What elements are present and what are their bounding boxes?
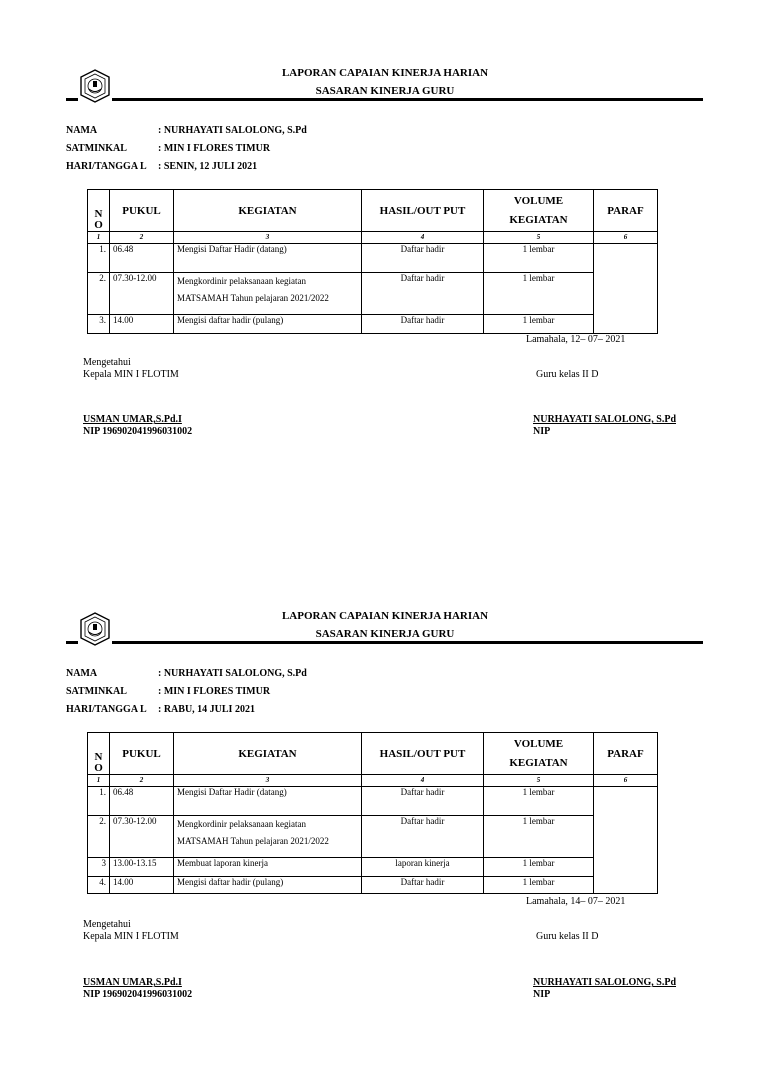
header-rule [112, 641, 703, 644]
col-header-no: N O [88, 733, 110, 775]
table-row [88, 244, 658, 273]
table-row [88, 816, 658, 858]
madrasah-logo-icon [77, 68, 113, 104]
row-volume: 1 lembar [484, 787, 594, 816]
column-number-row [88, 232, 658, 244]
paraf-cell [594, 244, 658, 334]
row-pukul: 06.48 [110, 244, 174, 273]
col-number: 3 [174, 775, 362, 787]
row-hasil: Daftar hadir [362, 816, 484, 858]
row-volume: 1 lembar [484, 315, 594, 334]
row-hasil: Daftar hadir [362, 244, 484, 273]
row-kegiatan: Membuat laporan kinerja [174, 858, 362, 877]
kepala-signatory-name: USMAN UMAR,S.Pd.I [83, 977, 182, 988]
kepala-nip: NIP 196902041996031002 [83, 989, 193, 1000]
row-kegiatan: Mengisi daftar hadir (pulang) [174, 315, 362, 334]
nama-label: NAMA [66, 125, 98, 136]
satminkal-value: : MIN I FLORES TIMUR [158, 686, 271, 697]
table-row [88, 787, 658, 816]
place-date: Lamahala, 12– 07– 2021 [526, 334, 626, 345]
header-rule-short [66, 641, 78, 644]
table-header-row [88, 733, 658, 775]
nama-value: : NURHAYATI SALOLONG, S.Pd [158, 668, 307, 679]
row-pukul: 06.48 [110, 787, 174, 816]
activity-table [87, 732, 658, 894]
row-no: 1. [88, 787, 110, 816]
row-no: 3. [88, 315, 110, 334]
guru-nip: NIP [533, 989, 551, 1000]
row-volume: 1 lembar [484, 858, 594, 877]
col-number: 3 [174, 232, 362, 244]
col-header-volume: VOLUME KEGIATAN [484, 190, 594, 232]
col-number: 6 [594, 232, 658, 244]
guru-label: Guru kelas II D [536, 369, 599, 380]
paraf-cell [594, 787, 658, 894]
row-volume: 1 lembar [484, 816, 594, 858]
col-header-kegiatan: KEGIATAN [174, 733, 362, 775]
row-kegiatan: Mengkordinir pelaksanaan kegiatan MATSAMAH Tahun pelajaran 2021/2022 [174, 273, 362, 315]
satminkal-label: SATMINKAL [66, 686, 127, 697]
row-pukul: 07.30-12.00 [110, 816, 174, 858]
nama-label: NAMA [66, 668, 98, 679]
col-header-no: N O [88, 190, 110, 232]
col-header-paraf: PARAF [594, 190, 658, 232]
col-header-paraf: PARAF [594, 733, 658, 775]
col-number: 1 [88, 232, 110, 244]
place-date: Lamahala, 14– 07– 2021 [526, 896, 626, 907]
row-hasil: Daftar hadir [362, 877, 484, 894]
row-hasil: Daftar hadir [362, 787, 484, 816]
row-hasil: Daftar hadir [362, 273, 484, 315]
col-number: 2 [110, 232, 174, 244]
row-no: 3 [88, 858, 110, 877]
col-number: 4 [362, 775, 484, 787]
row-volume: 1 lembar [484, 273, 594, 315]
col-number: 6 [594, 775, 658, 787]
kepala-label: Kepala MIN I FLOTIM [83, 931, 179, 942]
row-no: 1. [88, 244, 110, 273]
row-pukul: 13.00-13.15 [110, 858, 174, 877]
row-volume: 1 lembar [484, 877, 594, 894]
report-subtitle: SASARAN KINERJA GURU [315, 628, 455, 640]
table-row [88, 877, 658, 894]
table-header-row [88, 190, 658, 232]
report-2 [0, 597, 768, 1067]
report-title: LAPORAN CAPAIAN KINERJA HARIAN [281, 610, 489, 622]
row-kegiatan: Mengkordinir pelaksanaan kegiatan MATSAMAH Tahun pelajaran 2021/2022 [174, 816, 362, 858]
report-1 [0, 54, 768, 524]
row-pukul: 14.00 [110, 877, 174, 894]
row-no: 2. [88, 273, 110, 315]
kepala-label: Kepala MIN I FLOTIM [83, 369, 179, 380]
col-header-hasil: HASIL/OUT PUT [362, 733, 484, 775]
row-hasil: laporan kinerja [362, 858, 484, 877]
col-number: 4 [362, 232, 484, 244]
kepala-signatory-name: USMAN UMAR,S.Pd.I [83, 414, 182, 425]
table-row [88, 315, 658, 334]
mengetahui-label: Mengetahui [83, 919, 131, 930]
nama-value: : NURHAYATI SALOLONG, S.Pd [158, 125, 307, 136]
row-volume: 1 lembar [484, 244, 594, 273]
hari-value: : RABU, 14 JULI 2021 [158, 704, 255, 715]
col-header-pukul: PUKUL [110, 733, 174, 775]
row-no: 4. [88, 877, 110, 894]
row-no: 2. [88, 816, 110, 858]
col-header-volume: VOLUME KEGIATAN [484, 733, 594, 775]
madrasah-logo-icon [77, 611, 113, 647]
activity-table [87, 189, 658, 334]
row-kegiatan: Mengisi daftar hadir (pulang) [174, 877, 362, 894]
satminkal-value: : MIN I FLORES TIMUR [158, 143, 271, 154]
row-pukul: 14.00 [110, 315, 174, 334]
hari-value: : SENIN, 12 JULI 2021 [158, 161, 258, 172]
row-pukul: 07.30-12.00 [110, 273, 174, 315]
report-subtitle: SASARAN KINERJA GURU [315, 85, 455, 97]
guru-signatory-name: NURHAYATI SALOLONG, S.Pd [533, 414, 677, 425]
guru-label: Guru kelas II D [536, 931, 599, 942]
guru-signatory-name: NURHAYATI SALOLONG, S.Pd [533, 977, 677, 988]
row-kegiatan: Mengisi Daftar Hadir (datang) [174, 244, 362, 273]
satminkal-label: SATMINKAL [66, 143, 127, 154]
row-kegiatan: Mengisi Daftar Hadir (datang) [174, 787, 362, 816]
column-number-row [88, 775, 658, 787]
mengetahui-label: Mengetahui [83, 357, 131, 368]
header-rule-short [66, 98, 78, 101]
col-number: 2 [110, 775, 174, 787]
kepala-nip: NIP 196902041996031002 [83, 426, 193, 437]
header-rule [112, 98, 703, 101]
col-header-hasil: HASIL/OUT PUT [362, 190, 484, 232]
table-row [88, 273, 658, 315]
col-header-pukul: PUKUL [110, 190, 174, 232]
col-number: 1 [88, 775, 110, 787]
col-number: 5 [484, 775, 594, 787]
guru-nip: NIP [533, 426, 551, 437]
table-row [88, 858, 658, 877]
col-number: 5 [484, 232, 594, 244]
row-hasil: Daftar hadir [362, 315, 484, 334]
report-title: LAPORAN CAPAIAN KINERJA HARIAN [281, 67, 489, 79]
hari-label: HARI/TANGGA L [66, 704, 147, 715]
hari-label: HARI/TANGGA L [66, 161, 147, 172]
col-header-kegiatan: KEGIATAN [174, 190, 362, 232]
